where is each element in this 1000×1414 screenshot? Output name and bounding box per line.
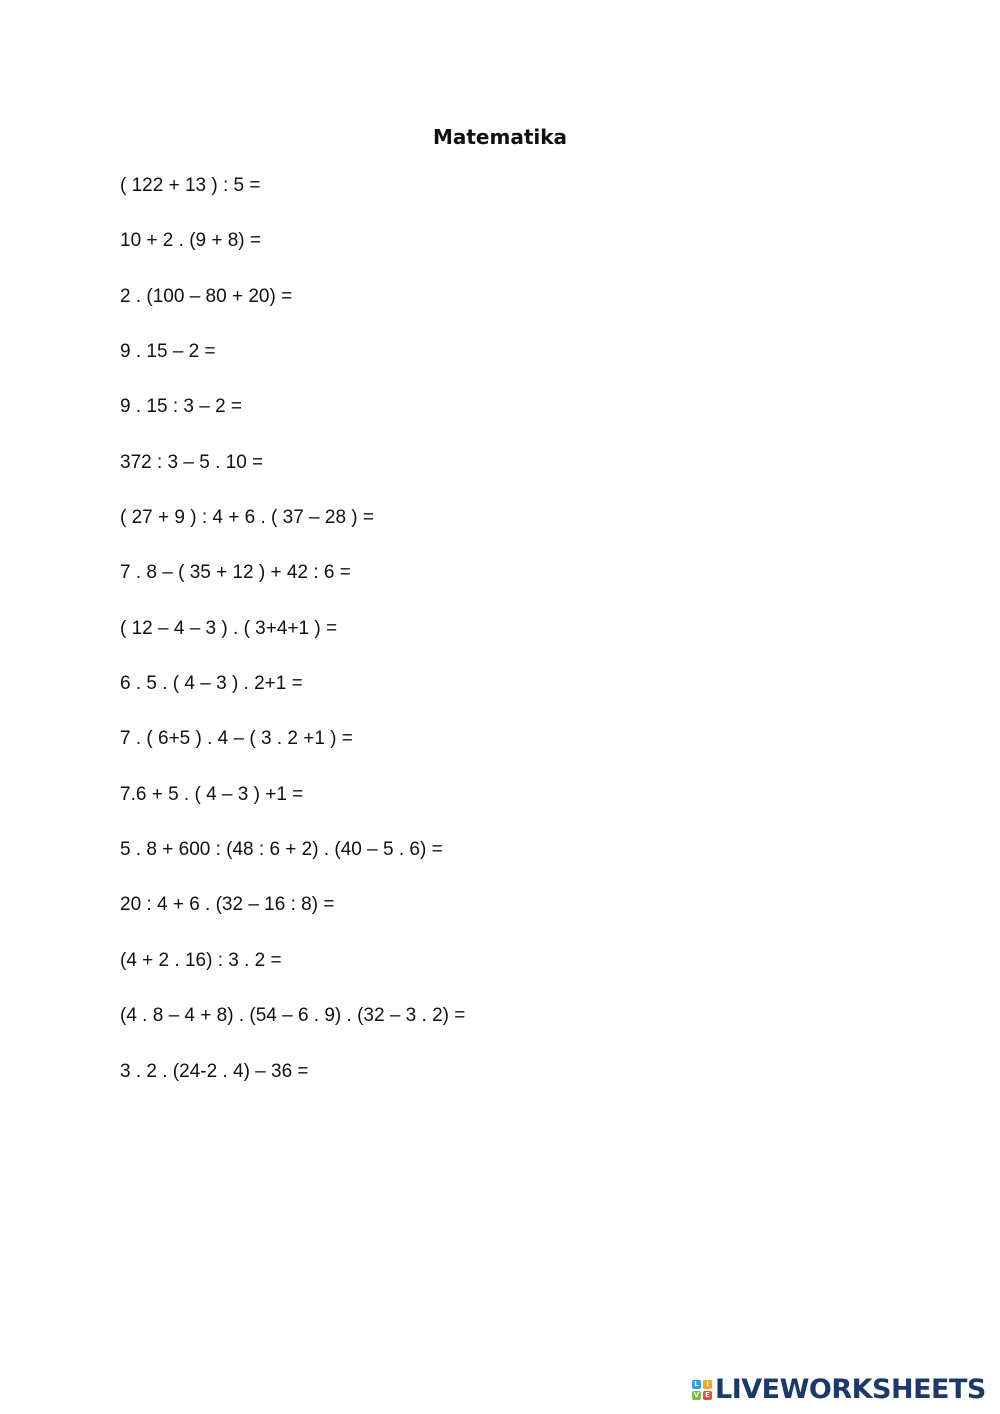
problem-item: 3 . 2 . (24-2 . 4) – 36 =	[120, 1060, 309, 1082]
logo-text: LIVEWORKSHEETS	[715, 1374, 986, 1405]
problem-item: ( 27 + 9 ) : 4 + 6 . ( 37 – 28 ) =	[120, 507, 375, 529]
page-title: Matematika	[432, 125, 568, 149]
problem-item: 5 . 8 + 600 : (48 : 6 + 2) . (40 – 5 . 6) =	[120, 839, 443, 861]
problem-item: 2 . (100 – 80 + 20) =	[120, 285, 293, 307]
logo-icon-tile: E	[703, 1391, 712, 1400]
problem-item: (4 . 8 – 4 + 8) . (54 – 6 . 9) . (32 – 3 . 2) =	[120, 1005, 466, 1027]
logo-icon-tile: V	[693, 1391, 700, 1399]
problem-item: 6 . 5 . ( 4 – 3 ) . 2+1 =	[120, 673, 303, 695]
problem-item: 372 : 3 – 5 . 10 =	[120, 451, 264, 473]
problem-item: 20 : 4 + 6 . (32 – 16 : 8) =	[120, 894, 335, 916]
problem-item: 7 . ( 6+5 ) . 4 – ( 3 . 2 +1 ) =	[120, 728, 353, 750]
problem-item: 7.6 + 5 . ( 4 – 3 ) +1 =	[120, 783, 304, 805]
liveworksheets-logo-icon	[692, 1380, 712, 1400]
problem-item: ( 12 – 4 – 3 ) . ( 3+4+1 ) =	[120, 617, 338, 639]
problem-item: 10 + 2 . (9 + 8) =	[120, 230, 262, 252]
logo-icon-tile: L	[692, 1380, 701, 1389]
problem-item: 7 . 8 – ( 35 + 12 ) + 42 : 6 =	[120, 562, 351, 584]
liveworksheets-logo	[692, 1374, 986, 1406]
problem-list	[120, 172, 465, 1113]
problem-item: 9 . 15 : 3 – 2 =	[120, 396, 243, 418]
problem-item: ( 122 + 13 ) : 5 =	[120, 175, 261, 196]
problem-item: (4 + 2 . 16) : 3 . 2 =	[120, 949, 282, 971]
problem-item: 9 . 15 – 2 =	[120, 341, 216, 363]
logo-icon-tile: I	[703, 1380, 712, 1389]
